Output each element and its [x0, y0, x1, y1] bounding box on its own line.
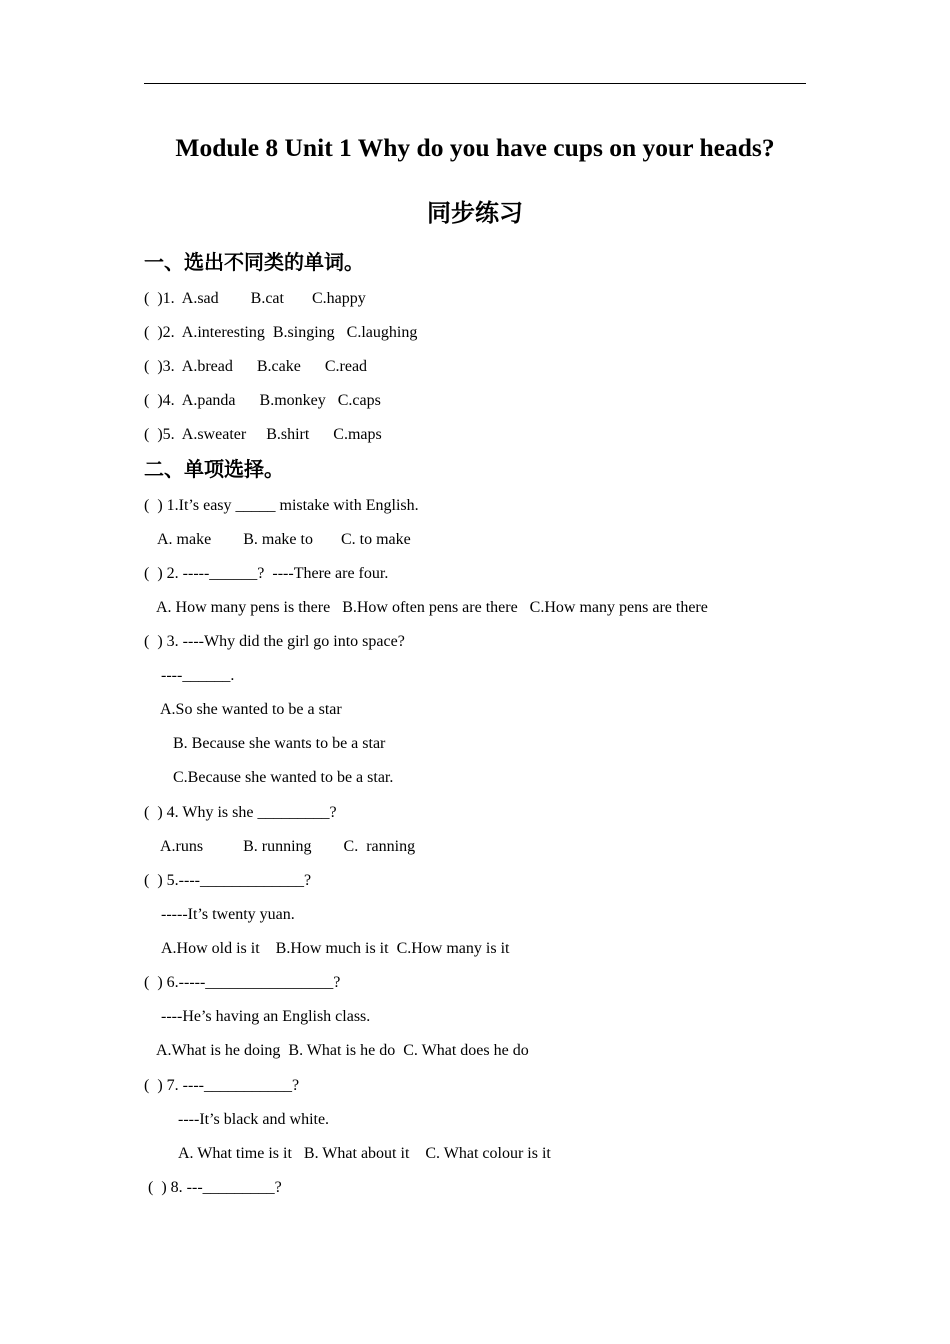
section-2-heading: 二、单项选择。 [144, 457, 284, 481]
s2-q5-options: A.How old is it B.How much is it C.How many is it [161, 940, 510, 957]
s2-q1-question: ( ) 1.It’s easy _____ mistake with English. [144, 497, 419, 514]
page-title: Module 8 Unit 1 Why do you have cups on your heads? [175, 133, 775, 162]
s2-q6-answer: ----He’s having an English class. [161, 1008, 371, 1025]
s1-question-1: ( )1. A.sad B.cat C.happy [144, 290, 366, 307]
s2-q8-question: ( ) 8. ---_________? [148, 1179, 282, 1196]
s1-question-5: ( )5. A.sweater B.shirt C.maps [144, 426, 382, 443]
s2-q3-option-b: B. Because she wants to be a star [173, 735, 386, 752]
s2-q4-question: ( ) 4. Why is she _________? [144, 804, 337, 821]
s2-q2-question: ( ) 2. -----______? ----There are four. [144, 565, 389, 582]
page-subtitle: 同步练习 [427, 199, 523, 227]
s1-question-2: ( )2. A.interesting B.singing C.laughing [144, 324, 418, 341]
s2-q2-options: A. How many pens is there B.How often pens are there C.How many pens are there [156, 599, 708, 616]
s1-question-4: ( )4. A.panda B.monkey C.caps [144, 392, 381, 409]
s2-q7-question: ( ) 7. ----___________? [144, 1077, 300, 1094]
s2-q6-options: A.What is he doing B. What is he do C. What does he do [156, 1042, 529, 1059]
s2-q5-question: ( ) 5.----_____________? [144, 872, 312, 889]
s2-q6-question: ( ) 6.-----________________? [144, 974, 341, 991]
s2-q3-option-a: A.So she wanted to be a star [160, 701, 342, 718]
s2-q3-option-c: C.Because she wanted to be a star. [173, 769, 394, 786]
s2-q4-options: A.runs B. running C. ranning [160, 838, 416, 855]
header-rule [144, 83, 806, 84]
s2-q3-answer: ----______. [161, 667, 235, 684]
s1-question-3: ( )3. A.bread B.cake C.read [144, 358, 368, 375]
s2-q7-options: A. What time is it B. What about it C. What colour is it [178, 1145, 551, 1162]
s2-q3-question: ( ) 3. ----Why did the girl go into space? [144, 633, 405, 650]
section-1-heading: 一、选出不同类的单词。 [144, 250, 364, 274]
s2-q7-answer: ----It’s black and white. [178, 1111, 330, 1128]
s2-q5-answer: -----It’s twenty yuan. [161, 906, 295, 923]
s2-q1-options: A. make B. make to C. to make [157, 531, 411, 548]
